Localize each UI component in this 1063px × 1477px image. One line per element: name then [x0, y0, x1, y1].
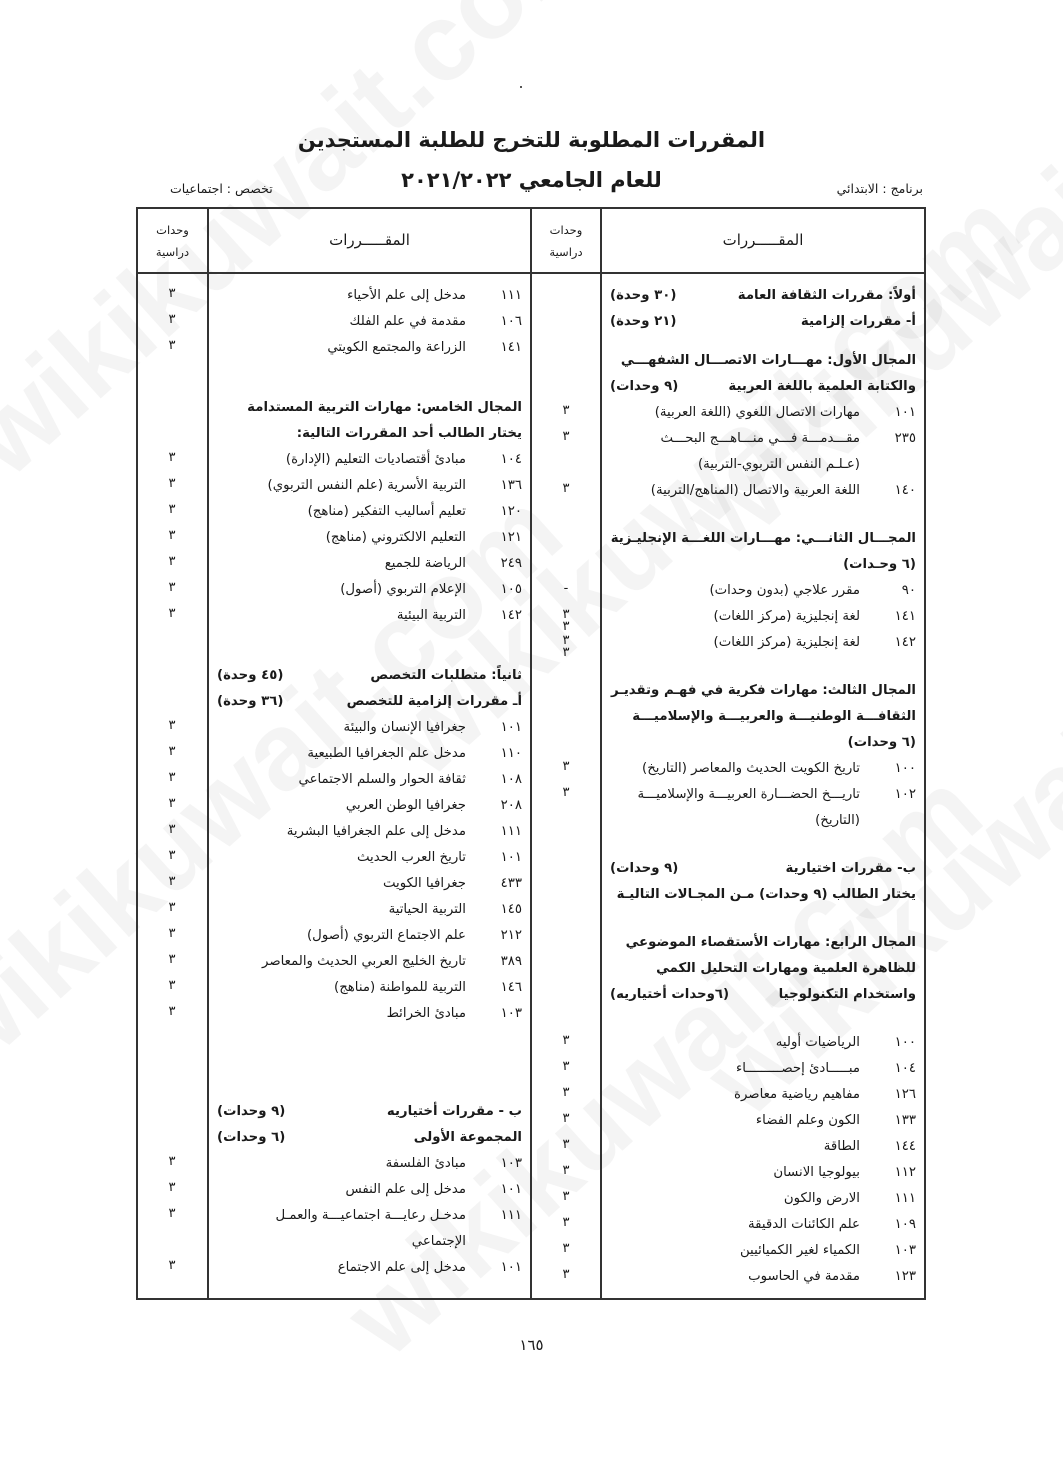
course-name: الرياضيات أوليه — [775, 1035, 860, 1050]
course-units: ٣ — [168, 1154, 176, 1169]
course-code: ١٢٦ — [894, 1087, 916, 1102]
header-courses-left — [209, 209, 530, 272]
heading-text: ب - مقررات أختياريه — [386, 1104, 522, 1119]
course-name: اللغة العربية والاتصال (المناهج/التربية) — [650, 483, 860, 498]
course-units: ٣ — [562, 619, 570, 634]
course-units: ٣ — [168, 744, 176, 759]
course-code: ٢٤٩ — [500, 556, 522, 571]
course-units: ٣ — [562, 633, 570, 648]
course-units: ٣ — [562, 1267, 570, 1282]
course-name: لغة إنجليزية (مركز اللغات) — [713, 609, 860, 624]
heading-text: واستخدام التكنولوجيا — [778, 987, 916, 1002]
course-name: الزراعة والمجتمع الكويتي — [327, 340, 466, 355]
course-units: ٣ — [168, 770, 176, 785]
heading-units-note: (٩ وحدات) — [610, 861, 679, 876]
header-units-right — [532, 209, 600, 272]
course-code: ١١١ — [500, 824, 522, 839]
course-code: ١٣٣ — [894, 1113, 916, 1128]
course-units: ٣ — [562, 429, 570, 444]
heading-text: أولاً: مقررات الثقافة العامة — [737, 288, 916, 303]
course-code: ١٤٢ — [894, 635, 916, 650]
course-units: ٣ — [562, 1033, 570, 1048]
course-code: ١٤٠ — [894, 483, 916, 498]
units-header-line2: دراسية — [155, 245, 190, 259]
course-units: ٣ — [562, 785, 570, 800]
section-heading — [610, 885, 916, 905]
course-units: ٣ — [562, 1163, 570, 1178]
course-code: ٢٣٥ — [894, 431, 916, 446]
heading-units-note: (٦ وحدات) — [217, 1130, 286, 1145]
course-name: الارض والكون — [783, 1191, 860, 1206]
header-courses-right — [602, 209, 924, 272]
course-units: ٣ — [562, 481, 570, 496]
course-units: ٣ — [168, 1258, 176, 1273]
section-heading — [610, 681, 916, 701]
course-units: ٣ — [168, 822, 176, 837]
course-units: ٣ — [562, 403, 570, 418]
course-name: جغرافيا الإنسان والبيئة — [343, 720, 466, 735]
course-code: ٣٨٩ — [500, 954, 522, 969]
heading-text: الثقافـــة الوطنيـــة والعربيـــة والإسلاميـــة — [632, 709, 916, 724]
course-units: ٣ — [168, 606, 176, 621]
heading-text: أ- مقررات إلزامية — [800, 314, 916, 329]
section-heading — [610, 733, 916, 753]
course-units: ٣ — [168, 1004, 176, 1019]
course-units: ٣ — [168, 450, 176, 465]
course-units: ٣ — [168, 580, 176, 595]
heading-units-note: (٣٦ وحدة) — [217, 694, 284, 709]
section-heading — [217, 424, 522, 444]
course-code: ١٠١ — [500, 720, 522, 735]
course-units: ٣ — [168, 900, 176, 915]
course-name: تاريخ الخليج العربي الحديث والمعاصر — [262, 954, 466, 969]
program-label: برنامج : الابتدائي — [836, 181, 923, 196]
course-name: جغرافيا الوطن العربي — [345, 798, 466, 813]
course-name: بيولوجيا الانسان — [773, 1165, 860, 1180]
course-code: ١٠٨ — [500, 772, 522, 787]
course-code: ١١١ — [894, 1191, 916, 1206]
course-units: ٣ — [168, 554, 176, 569]
course-units: ٣ — [168, 874, 176, 889]
section-heading — [217, 398, 522, 418]
heading-text: المجـــال الثانـــي: مهـــارات اللغـــة الإنجليـزية — [610, 531, 916, 546]
course-name: مدخل إلى علم الأحياء — [347, 288, 466, 303]
course-name: مقرر علاجي (بدون وحدات) — [709, 583, 860, 598]
course-name: تاريخ الكويت الحديث والمعاصر (التاريخ) — [642, 761, 860, 776]
section-heading — [610, 286, 916, 306]
section-heading — [217, 1128, 522, 1148]
course-name: تعليم أساليب التفكير (مناهج) — [307, 504, 466, 519]
academic-year: للعام الجامعي ٢٠٢١/٢٠٢٢ — [401, 168, 662, 192]
course-name: التربية الحياتية — [388, 902, 466, 917]
course-name: مبادئ الخرائط — [386, 1006, 466, 1021]
courses-header: المقـــــررات — [722, 231, 804, 249]
section-heading — [217, 666, 522, 686]
heading-text: المجال الأول: مهـــارات الاتصـــال الشفهـــي — [620, 353, 916, 368]
course-name: تاريـــخ الحضـــارة العربيـــة والإسلاميـــة — [637, 787, 860, 802]
courses-table — [136, 207, 926, 1300]
course-units: ٣ — [168, 1206, 176, 1221]
course-name: التربية للمواطنة (مناهج) — [334, 980, 466, 995]
course-name: مدخل علم الجغرافيا الطبيعية — [307, 746, 466, 761]
section-heading — [610, 351, 916, 371]
course-units: ٣ — [562, 759, 570, 774]
right-courses-column — [602, 274, 924, 1294]
units-header-line1: وحدات — [549, 223, 583, 237]
course-name: علم الاجتماع التربوي (أصول) — [306, 928, 466, 943]
document-title: المقررات المطلوبة للتخرج للطلبة المستجدين — [297, 128, 766, 152]
heading-text: (٦ وحدات) — [847, 735, 916, 750]
course-code: ١٠٠ — [894, 1035, 916, 1050]
course-code: ١٠٤ — [500, 452, 522, 467]
course-units: ٣ — [168, 1180, 176, 1195]
course-code: ١٠١ — [894, 405, 916, 420]
heading-units-note: (٢١ وحدة) — [610, 314, 677, 329]
scan-dot — [520, 86, 522, 88]
course-name: الإجتماعي — [411, 1234, 466, 1249]
heading-text: يختار الطالب (٩ وحدات) مـن المجـالات التاليـة — [616, 887, 916, 902]
course-units: ٣ — [562, 1085, 570, 1100]
course-name: (التاريخ) — [815, 813, 860, 828]
course-units: ٣ — [168, 848, 176, 863]
course-units: ٣ — [168, 476, 176, 491]
heading-units-note: (٦وحدات أختياريه) — [610, 987, 730, 1002]
course-name: لغة إنجليزية (مركز اللغات) — [713, 635, 860, 650]
course-code: ١٤١ — [500, 340, 522, 355]
course-units: ٣ — [562, 645, 570, 660]
course-units: ٣ — [168, 718, 176, 733]
section-heading — [217, 692, 522, 712]
course-name: الكمياء لغير الكميائيين — [739, 1243, 860, 1258]
section-heading — [610, 959, 916, 979]
section-heading — [610, 555, 916, 575]
section-heading — [610, 707, 916, 727]
course-code: ١٤٥ — [500, 902, 522, 917]
section-heading — [610, 529, 916, 549]
heading-units-note: (٣٠ وحدة) — [610, 288, 677, 303]
course-units: ٣ — [562, 607, 570, 622]
course-units: ٣ — [168, 286, 176, 301]
header-units-left — [138, 209, 207, 272]
course-units: ٣ — [168, 926, 176, 941]
section-heading — [610, 377, 916, 397]
course-code: ١٠٢ — [894, 787, 916, 802]
course-name: مقـــدمـــة فـــي منـــاهـــج البحـــث — [660, 431, 860, 446]
course-code: ٢١٢ — [500, 928, 522, 943]
course-name: مقدمة في الحاسوب — [748, 1269, 860, 1284]
course-code: ٢٠٨ — [500, 798, 522, 813]
course-name: مهارات الاتصال اللغوي (اللغة العربية) — [654, 405, 860, 420]
course-code: ١٠١ — [500, 1182, 522, 1197]
course-name: الإعلام التربوي (أصول) — [340, 582, 466, 597]
course-units: - — [563, 581, 569, 596]
section-heading — [610, 859, 916, 879]
course-units: ٣ — [562, 1111, 570, 1126]
course-code: ١٢٠ — [500, 504, 522, 519]
course-name: التعليم الالكتروني (مناهج) — [325, 530, 466, 545]
course-units: ٣ — [168, 978, 176, 993]
heading-text: ب- مقررات اختيارية — [785, 861, 916, 876]
page-number: ١٦٥ — [519, 1336, 544, 1354]
heading-units-note: (٩ وحدات) — [217, 1104, 286, 1119]
course-name: التربية البيئية — [396, 608, 466, 623]
course-code: ٩٠ — [901, 583, 916, 598]
course-name: مبادئ الفلسفة — [385, 1156, 466, 1171]
heading-text: يختار الطالب أحد المقررات التالية: — [296, 426, 522, 441]
course-units: ٣ — [168, 796, 176, 811]
course-name: مبادئ أقتصاديات التعليم (الإدارة) — [285, 452, 466, 467]
course-code: ١٠٣ — [500, 1156, 522, 1171]
course-name: علم الكائنات الدقيقة — [747, 1217, 860, 1232]
heading-text: أـ مقررات إلزامية للتخصص — [346, 694, 522, 709]
course-code: ١١١ — [500, 1208, 522, 1223]
course-units: ٣ — [168, 502, 176, 517]
course-code: ١٤١ — [894, 609, 916, 624]
course-code: ١٣٦ — [500, 478, 522, 493]
course-units: ٣ — [168, 312, 176, 327]
course-code: ١٠٣ — [894, 1243, 916, 1258]
course-name: ثقافة الحوار والسلم الاجتماعي — [298, 772, 466, 787]
course-code: ١٠١ — [500, 850, 522, 865]
course-code: ١٤٢ — [500, 608, 522, 623]
heading-units-note: (٩ وحدات) — [610, 379, 679, 394]
course-code: ١٠١ — [500, 1260, 522, 1275]
course-units: ٣ — [562, 1189, 570, 1204]
right-units-column — [532, 274, 600, 1294]
course-name: مفاهيم رياضية معاصرة — [733, 1087, 860, 1102]
heading-text: المجال الخامس: مهارات التربية المستدامة — [247, 400, 522, 415]
course-name: الكون وعلم الفضاء — [755, 1113, 860, 1128]
course-code: ١٤٦ — [500, 980, 522, 995]
course-name: الرياضة للجميع — [384, 556, 466, 571]
course-code: ١٠٦ — [500, 314, 522, 329]
course-code: ١٢٣ — [894, 1269, 916, 1284]
courses-header: المقـــــررات — [329, 231, 410, 249]
course-name: مدخل إلى علم النفس — [345, 1182, 466, 1197]
course-units: ٣ — [562, 1241, 570, 1256]
heading-text: (٦ وحـدات) — [843, 557, 916, 572]
course-code: ٤٣٣ — [500, 876, 522, 891]
section-heading — [610, 933, 916, 953]
course-name: مقدمة في علم الفلك — [349, 314, 466, 329]
course-code: ١٠٣ — [500, 1006, 522, 1021]
units-header-line1: وحدات — [156, 223, 189, 237]
course-name: مدخل إلى علم الجغرافيا البشرية — [286, 824, 466, 839]
course-code: ١٠٠ — [894, 761, 916, 776]
course-name: التربية الأسرية (علم النفس التربوي) — [267, 478, 466, 493]
course-name: جغرافيا الكويت — [382, 876, 466, 891]
course-code: ١٢١ — [500, 530, 522, 545]
heading-text: المجموعة الأولى — [413, 1130, 522, 1145]
course-name: مبـــــادئ إحصـــــــــاء — [735, 1061, 860, 1076]
heading-text: ثانياً: متطلبات التخصص — [370, 668, 522, 683]
section-heading — [610, 312, 916, 332]
left-courses-column — [209, 274, 530, 1294]
course-name: الطاقة — [823, 1139, 860, 1154]
heading-text: المجال الرابع: مهارات الأستقصاء الموضوعي — [625, 935, 916, 950]
heading-text: والكتابة العلمية باللغة العربية — [728, 379, 916, 394]
course-name: مدخـل رعايـــة اجتماعيـــة والعمـل — [275, 1208, 466, 1223]
course-units: ٣ — [562, 1137, 570, 1152]
heading-text: للظاهرة العلمية ومهارات التحليل الكمي — [656, 961, 916, 976]
course-code: ١٤٤ — [894, 1139, 916, 1154]
course-units: ٣ — [562, 1059, 570, 1074]
course-units: ٣ — [168, 338, 176, 353]
section-heading — [217, 1102, 522, 1122]
course-code: ١١٢ — [894, 1165, 916, 1180]
heading-text: المجال الثالث: مهارات فكرية في فهـم وتقديـر — [611, 683, 916, 698]
course-code: ١١٠ — [500, 746, 522, 761]
course-name: (عـلـم النفس التربوي-التربية) — [697, 457, 860, 472]
heading-units-note: (٤٥ وحدة) — [217, 668, 284, 683]
course-units: ٣ — [562, 1215, 570, 1230]
course-code: ١١١ — [500, 288, 522, 303]
specialization-label: تخصص : اجتماعيات — [170, 181, 273, 196]
left-units-column — [138, 274, 207, 1294]
course-units: ٣ — [168, 952, 176, 967]
course-code: ١٠٥ — [500, 582, 522, 597]
section-heading — [610, 985, 916, 1005]
course-units: ٣ — [168, 528, 176, 543]
units-header-line2: دراسية — [549, 245, 583, 259]
course-code: ١٠٤ — [894, 1061, 916, 1076]
course-name: تاريخ العرب الحديث — [357, 850, 466, 865]
course-name: مدخل إلى علم الاجتماع — [337, 1260, 466, 1275]
course-code: ١٠٩ — [894, 1217, 916, 1232]
